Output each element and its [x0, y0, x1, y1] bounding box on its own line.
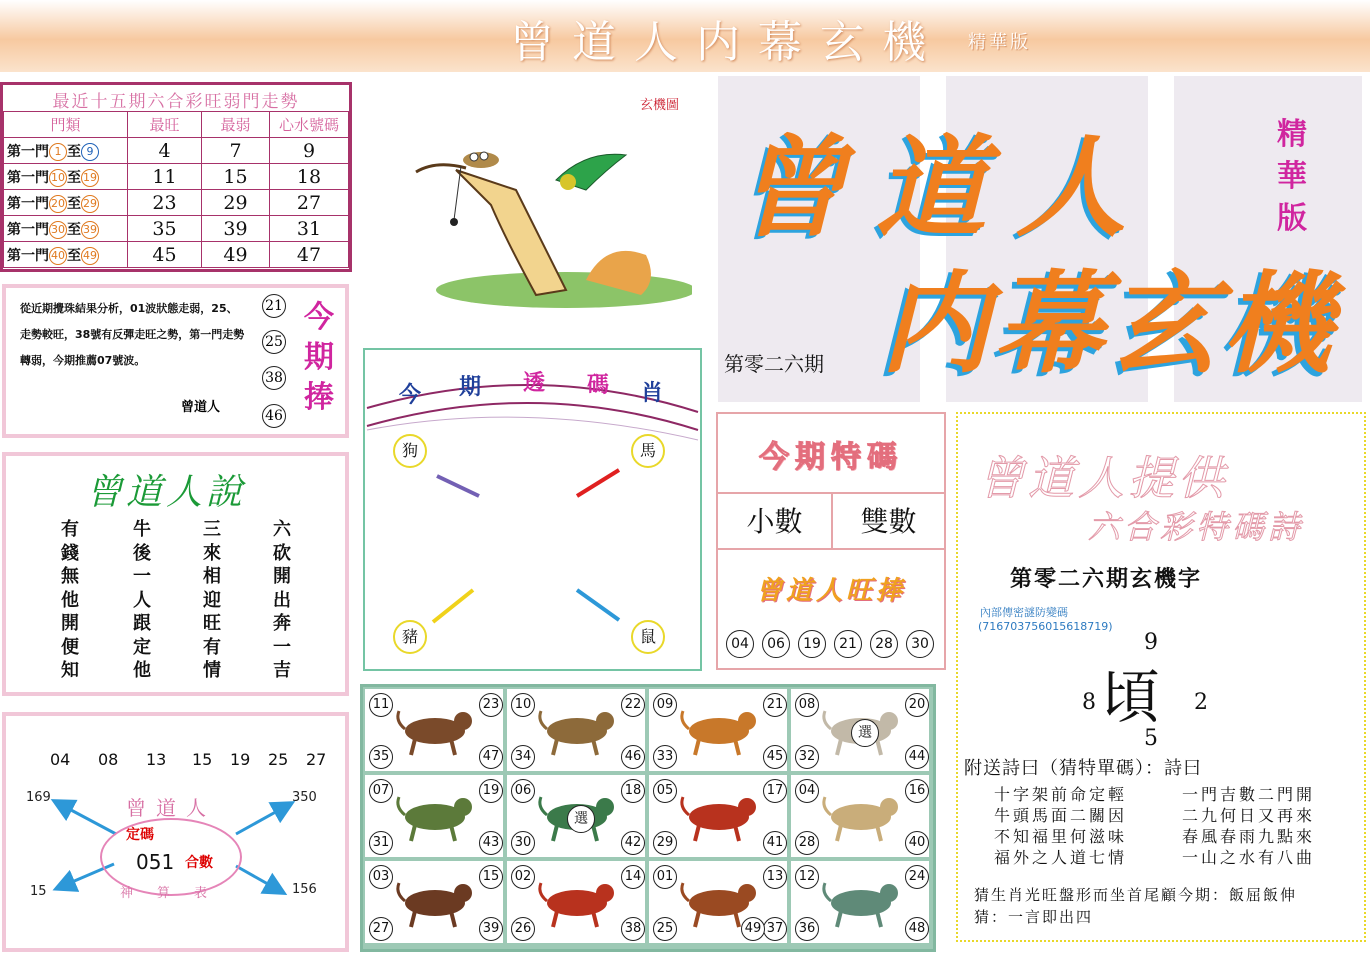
zodiac-cell-dragon: [365, 775, 503, 857]
zodiac-number: 47: [479, 745, 503, 769]
puzzle-left: 8: [1082, 690, 1096, 715]
puzzle-top: 9: [1144, 630, 1158, 655]
zodiac-dog: 狗: [393, 434, 427, 468]
zodiac-number: 28: [795, 831, 819, 855]
range-to: 49: [81, 247, 99, 265]
poem-line: 牛頭馬面二關因: [994, 806, 1128, 825]
corner-number: 15: [30, 884, 47, 899]
special-code-panel: [716, 412, 946, 670]
zodiac-number: 20: [905, 693, 929, 717]
analysis-signature: 曾道人: [181, 400, 221, 415]
zodiac-number: 24: [905, 865, 929, 889]
goat-icon: [817, 789, 903, 843]
col-header: 心水號碼: [270, 112, 349, 138]
poem-intro: 附送詩曰（猜特單碼）：詩曰: [964, 758, 1202, 779]
puzzle-char: 頃: [1102, 663, 1161, 731]
poem-title2: 六合彩特碼詩: [1088, 508, 1305, 546]
select-mark: 選: [851, 719, 879, 747]
big-title-line2: 内幕玄機: [880, 259, 1336, 388]
zodiac-number: 31: [369, 831, 393, 855]
zodiac-number: 25: [653, 917, 677, 941]
reveal-title-char: 今: [399, 383, 422, 408]
header-subtitle: 精華版: [968, 32, 1031, 53]
hot-number: 04: [726, 630, 754, 658]
saying-column: 有錢無他開便知: [61, 519, 79, 681]
zodiac-number: 41: [763, 831, 787, 855]
zodiac-number: 39: [479, 917, 503, 941]
fix-number: 04: [50, 750, 71, 769]
weak-cell: 29: [202, 190, 270, 216]
reveal-title-char: 肖: [641, 381, 664, 406]
puzzle-bottom: 5: [1144, 726, 1158, 751]
zodiac-number: 13: [763, 865, 787, 889]
poem-line: 福外之人道七情: [994, 848, 1128, 867]
select-mark: 選: [567, 805, 595, 833]
saying-column: 牛後一人跟定他: [133, 519, 151, 681]
poem-riddle: 猜：一言即出四: [974, 908, 1094, 926]
trend-row: [4, 190, 349, 216]
zodiac-number: 45: [763, 745, 787, 769]
horse-icon: [675, 789, 761, 843]
poem-line: 一門吉數二門開: [1182, 785, 1316, 804]
hot-title: 曾道人旺捧: [755, 576, 906, 606]
trend-row: [4, 242, 349, 268]
picture-label: 玄機圖: [640, 98, 680, 113]
fix-number: 13: [146, 750, 167, 769]
zodiac-number: 10: [511, 693, 535, 717]
range-to: 29: [81, 195, 99, 213]
tip-number: 38: [262, 366, 286, 390]
zodiac-number: 22: [621, 693, 645, 717]
hot-cell: 23: [128, 190, 202, 216]
poem-line: 春風春雨九點來: [1182, 827, 1316, 846]
range-to: 19: [81, 169, 99, 187]
poem-line: 二九何日又再來: [1182, 806, 1316, 825]
hot-cell: 4: [128, 138, 202, 164]
zodiac-number: 11: [369, 693, 393, 717]
zodiac-cell-pig: [791, 861, 929, 943]
tip-number: 46: [262, 404, 286, 428]
corner-number: 169: [26, 790, 51, 805]
analysis-panel: [2, 284, 349, 438]
weak-cell: 49: [202, 242, 270, 268]
zodiac-cell-rabbit: [791, 689, 929, 771]
special-cell-even: 雙數: [833, 492, 944, 550]
saying-column: 六砍開出奔一吉: [273, 519, 291, 681]
poem-issue: 第零二六期玄機字: [1010, 567, 1203, 592]
zodiac-number: 35: [369, 745, 393, 769]
zodiac-number: 34: [511, 745, 535, 769]
zodiac-number: 38: [621, 917, 645, 941]
fix-number: 19: [230, 750, 251, 769]
hot-number: 06: [762, 630, 790, 658]
zodiac-number: 48: [905, 917, 929, 941]
zodiac-number: 18: [621, 779, 645, 803]
poem-riddle: 猜生肖光旺盤形而坐首尾顧今期：飯屈飯伸: [974, 886, 1298, 904]
zodiac-number: 17: [763, 779, 787, 803]
zodiac-number: 33: [653, 745, 677, 769]
zodiac-number: 32: [795, 745, 819, 769]
fix-number: 27: [306, 750, 327, 769]
poem-note-code: (716703756015618719): [978, 620, 1113, 633]
zodiac-cell-rat: [365, 689, 503, 771]
col-header: 門類: [4, 112, 128, 138]
zodiac-cell-monkey: [365, 861, 503, 943]
weak-cell: 7: [202, 138, 270, 164]
zodiac-number: 01: [653, 865, 677, 889]
poem-note: 內部傳密謎防變碼: [980, 606, 1068, 619]
trend-title: 最近十五期六合彩旺弱門走勢: [52, 92, 300, 112]
door-label: 第一門: [7, 195, 49, 212]
ox-icon: [533, 703, 619, 757]
zodiac-number: 04: [795, 779, 819, 803]
range-connector: 至: [67, 195, 81, 212]
door-cell: [4, 138, 128, 164]
reveal-title-char: 透: [523, 371, 546, 396]
reveal-title-char: 碼: [587, 373, 610, 398]
rooster-icon: [533, 875, 619, 929]
hot-number: 19: [798, 630, 826, 658]
poem-line: 十字架前命定輕: [994, 785, 1128, 804]
zodiac-number: 09: [653, 693, 677, 717]
fix-bottom-label: 神算表: [120, 886, 232, 901]
puzzle-right: 2: [1194, 690, 1208, 715]
door-label: 第一門: [7, 169, 49, 186]
range-from: 10: [49, 169, 67, 187]
zodiac-number: 26: [511, 917, 535, 941]
edition-badge: 精華版: [1277, 117, 1307, 236]
zodiac-number: 27: [369, 917, 393, 941]
rat-icon: [391, 703, 477, 757]
riddle-picture: [396, 130, 692, 312]
zodiac-reveal-panel: [363, 348, 702, 671]
zodiac-rat: 鼠: [631, 620, 665, 654]
range-connector: 至: [67, 169, 81, 186]
zodiac-number: 15: [479, 865, 503, 889]
zodiac-number: 37: [763, 917, 787, 941]
hot-cell: 11: [128, 164, 202, 190]
door-label: 第一門: [7, 143, 49, 160]
pick-cell: 18: [270, 164, 349, 190]
zodiac-horse: 馬: [631, 434, 665, 468]
door-cell: [4, 164, 128, 190]
zodiac-number: 02: [511, 865, 535, 889]
range-to: 39: [81, 221, 99, 239]
saying-title: 曾道人說: [86, 472, 247, 513]
tiger-icon: [675, 703, 761, 757]
range-from: 30: [49, 221, 67, 239]
zodiac-cell-horse: [649, 775, 787, 857]
zodiac-number: 12: [795, 865, 819, 889]
zodiac-number: 08: [795, 693, 819, 717]
trend-row: [4, 164, 349, 190]
hot-number: 30: [906, 630, 934, 658]
door-cell: [4, 216, 128, 242]
zodiac-number: 44: [905, 745, 929, 769]
reveal-title-char: 期: [459, 375, 482, 400]
fix-number: 25: [268, 750, 289, 769]
poem-line: 不知福里何滋味: [994, 827, 1128, 846]
zodiac-grid: [360, 684, 936, 952]
door-cell: [4, 190, 128, 216]
poem-line: 一山之水有八曲: [1182, 848, 1316, 867]
trend-row: [4, 138, 349, 164]
fix-number: 08: [98, 750, 119, 769]
zodiac-number: 07: [369, 779, 393, 803]
fix-label: 定碼: [126, 827, 154, 843]
zodiac-pig: 豬: [393, 620, 427, 654]
corner-number: 350: [292, 790, 317, 805]
fix-name: 曾道人: [126, 796, 216, 820]
zodiac-number: 36: [795, 917, 819, 941]
zodiac-cell-snake: [507, 775, 645, 857]
zodiac-number: 40: [905, 831, 929, 855]
weak-cell: 15: [202, 164, 270, 190]
zodiac-number: 42: [621, 831, 645, 855]
hot-cell: 45: [128, 242, 202, 268]
corner-number: 156: [292, 882, 317, 897]
fix-sum-label: 合數: [185, 855, 213, 871]
trend-table-panel: [0, 82, 352, 272]
fixed-code-panel: [2, 712, 349, 952]
zodiac-number: 06: [511, 779, 535, 803]
poem-panel: [956, 412, 1366, 942]
range-from: 20: [49, 195, 67, 213]
weak-cell: 39: [202, 216, 270, 242]
tip-label: 今期捧: [304, 300, 334, 415]
analysis-text: 從近期攪珠結果分析，01波狀態走弱，25、走勢較旺，38號有反彈走旺之勢，第一門走勢轉弱，今期推薦07號波。: [20, 302, 245, 367]
zodiac-number: 14: [621, 865, 645, 889]
trend-row: [4, 216, 349, 242]
saying-panel: [2, 452, 349, 696]
saying-column: 三來相迎旺有情: [203, 519, 221, 681]
zodiac-number: 49: [741, 917, 765, 941]
hot-number: 28: [870, 630, 898, 658]
zodiac-cell-dog: [649, 861, 787, 943]
pick-cell: 27: [270, 190, 349, 216]
range-from: 40: [49, 247, 67, 265]
col-header: 最弱: [202, 112, 270, 138]
zodiac-number: 16: [905, 779, 929, 803]
pick-cell: 9: [270, 138, 349, 164]
pig-icon: [817, 875, 903, 929]
dragon-icon: [391, 789, 477, 843]
col-header: 最旺: [128, 112, 202, 138]
pick-cell: 31: [270, 216, 349, 242]
tip-number: 21: [262, 294, 286, 318]
range-from: 1: [49, 143, 67, 161]
zodiac-number: 03: [369, 865, 393, 889]
zodiac-number: 29: [653, 831, 677, 855]
zodiac-number: 46: [621, 745, 645, 769]
header-title: 曾道人内幕玄機: [510, 17, 944, 68]
big-title-line1: 曾道人: [736, 123, 1156, 252]
range-connector: 至: [67, 221, 81, 238]
tip-number: 25: [262, 330, 286, 354]
zodiac-cell-tiger: [649, 689, 787, 771]
zodiac-cell-rooster: [507, 861, 645, 943]
issue-number: 第零二六期: [724, 352, 824, 376]
zodiac-number: 19: [479, 779, 503, 803]
zodiac-cell-ox: [507, 689, 645, 771]
zodiac-number: 05: [653, 779, 677, 803]
poem-title1: 曾道人提供: [978, 451, 1228, 505]
door-label: 第一門: [7, 221, 49, 238]
page-header: [0, 0, 1370, 72]
pick-cell: 47: [270, 242, 349, 268]
door-cell: [4, 242, 128, 268]
range-to: 9: [81, 143, 99, 161]
special-cell-small: 小數: [718, 492, 833, 550]
hot-cell: 35: [128, 216, 202, 242]
zodiac-number: 43: [479, 831, 503, 855]
zodiac-number: 21: [763, 693, 787, 717]
door-label: 第一門: [7, 247, 49, 264]
fix-code: 051: [136, 850, 175, 874]
zodiac-number: 23: [479, 693, 503, 717]
range-connector: 至: [67, 247, 81, 264]
trend-table: [3, 111, 349, 268]
zodiac-number: 30: [511, 831, 535, 855]
zodiac-cell-goat: [791, 775, 929, 857]
special-title: 今期特碼: [759, 440, 903, 475]
range-connector: 至: [67, 143, 81, 160]
monkey-icon: [391, 875, 477, 929]
fix-number: 15: [192, 750, 213, 769]
hot-number: 21: [834, 630, 862, 658]
reveal-arrows: [365, 350, 700, 669]
